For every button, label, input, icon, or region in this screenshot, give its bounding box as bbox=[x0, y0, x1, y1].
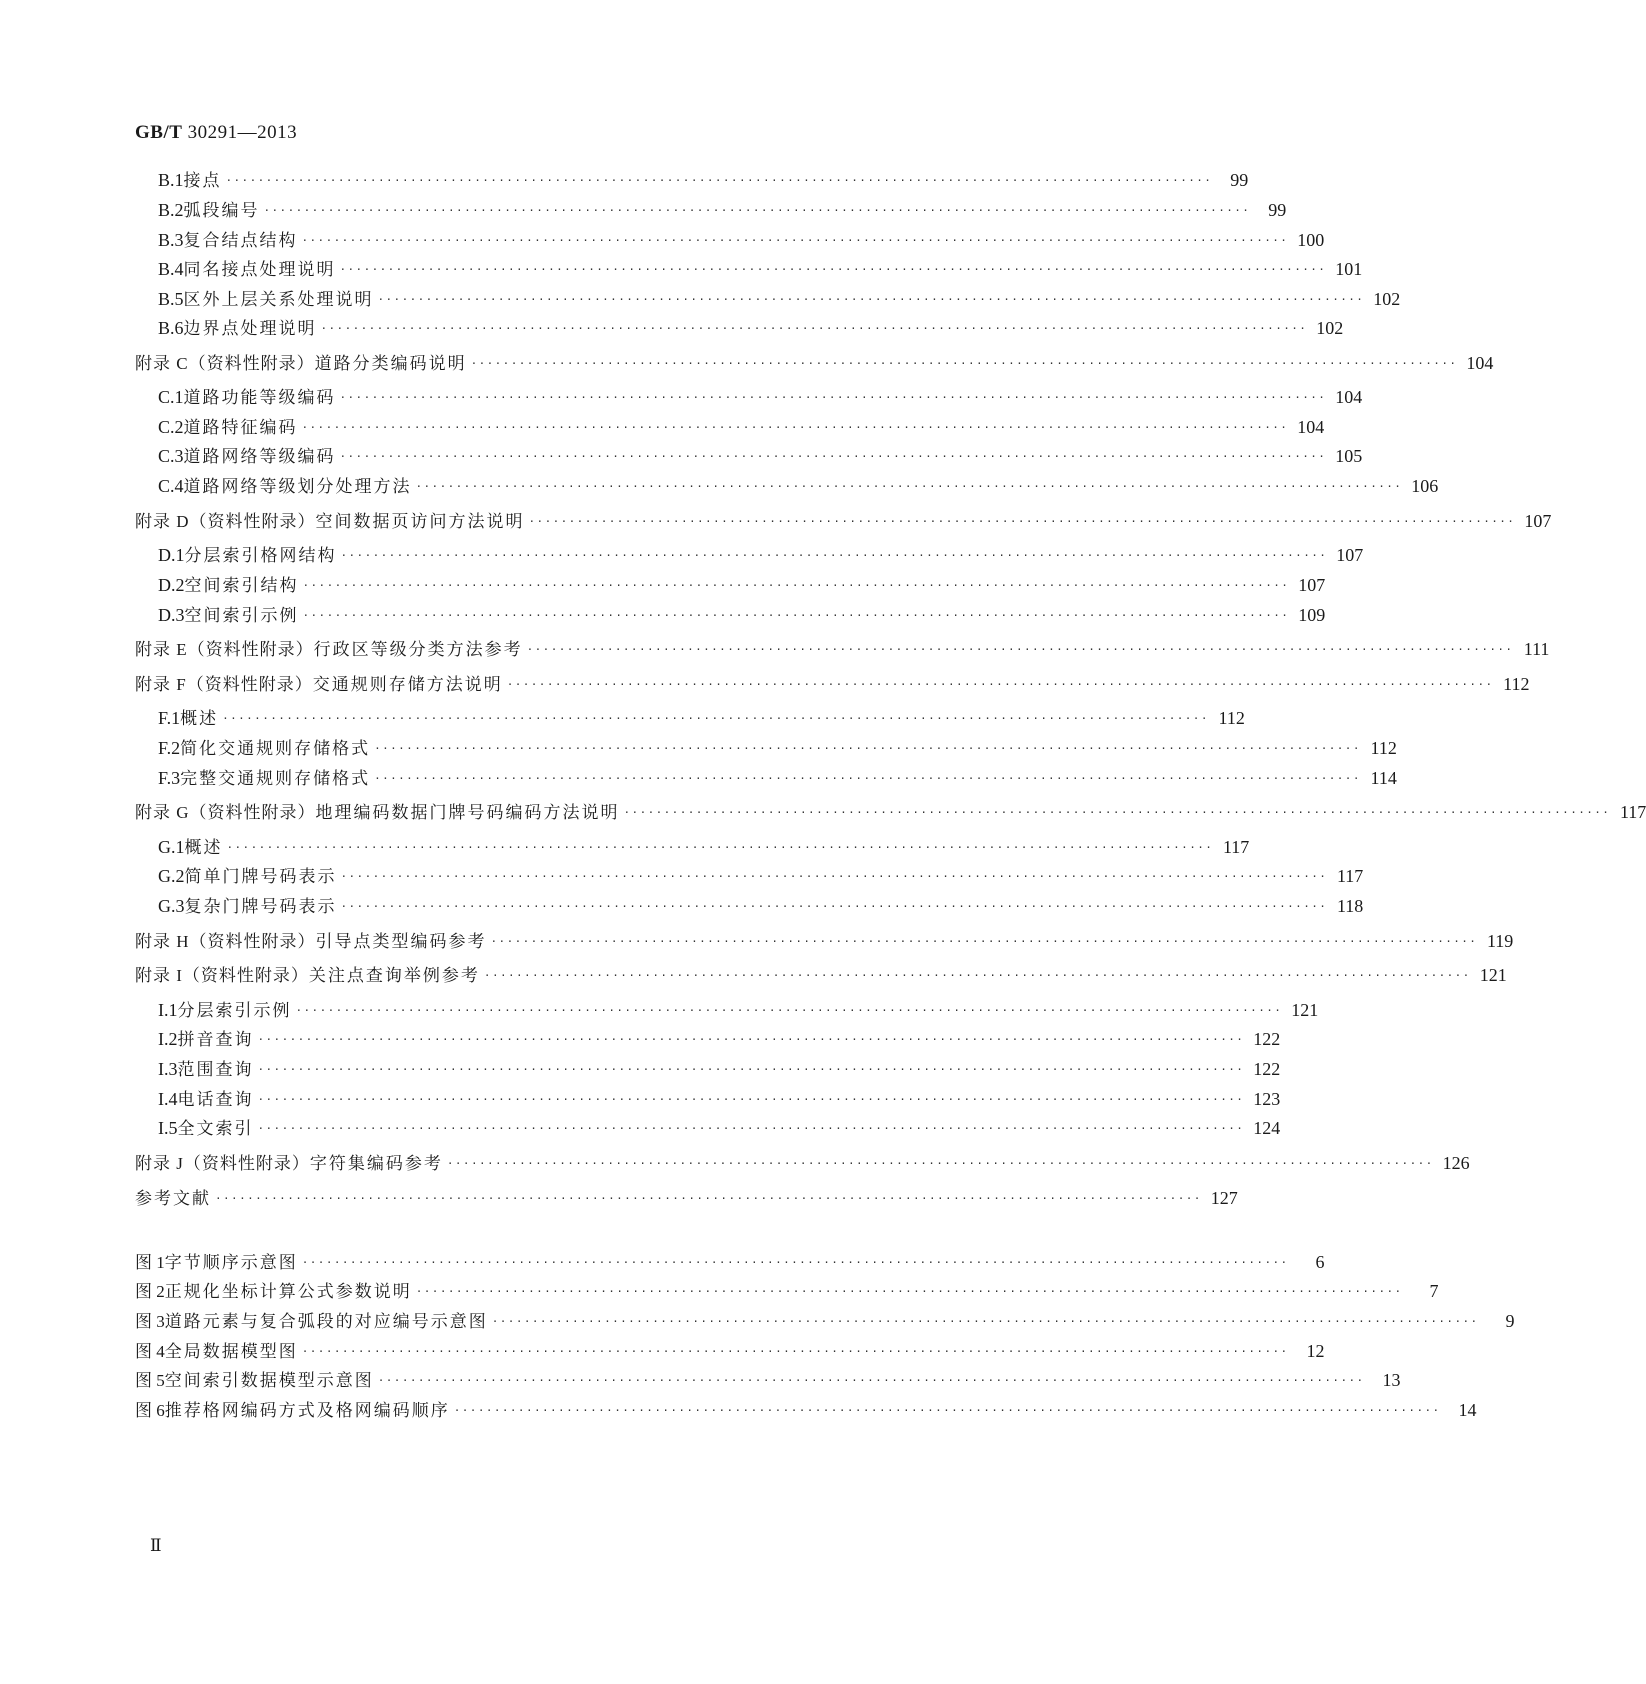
toc-entry-number: F.1 bbox=[158, 708, 181, 728]
toc-figure-entry[interactable] bbox=[135, 1279, 1439, 1303]
toc-entry-title: 电话查询 bbox=[177, 1090, 254, 1110]
toc-entry-title: 全文索引 bbox=[177, 1119, 254, 1139]
toc-entry-page: 100 bbox=[1297, 230, 1325, 250]
toc-entry-number: B.3 bbox=[158, 230, 184, 250]
dot-leader: ··························································································································· bbox=[470, 357, 1458, 370]
toc-entry-page: 102 bbox=[1316, 318, 1344, 338]
toc-entry-page: 106 bbox=[1411, 476, 1439, 496]
toc-entry-page: 121 bbox=[1479, 965, 1507, 985]
dot-leader: ··························································································································· bbox=[257, 1033, 1245, 1046]
toc-entry-title: 同名接点处理说明 bbox=[183, 260, 336, 280]
toc-entry-number: F.2 bbox=[158, 738, 181, 758]
dot-leader: ··························································································································· bbox=[295, 1004, 1283, 1017]
dot-leader: ··························································································································· bbox=[225, 174, 1213, 187]
toc-entry[interactable] bbox=[158, 736, 1397, 760]
toc-entry-page: 102 bbox=[1373, 289, 1401, 309]
dot-leader: ··························································································································· bbox=[215, 1192, 1202, 1205]
toc-references-entry[interactable] bbox=[135, 1186, 1238, 1210]
toc-entry-number: B.5 bbox=[158, 289, 184, 309]
toc-entry-number: G.1 bbox=[158, 837, 185, 857]
toc-entry-number: 图 1 bbox=[135, 1253, 165, 1272]
toc-entry[interactable] bbox=[158, 415, 1325, 439]
toc-entry-title: 空间索引数据模型示意图 bbox=[164, 1371, 374, 1391]
toc-entry-number: I.4 bbox=[158, 1089, 178, 1109]
toc-entry-number: D.1 bbox=[158, 545, 185, 565]
toc-entry-title: 道路网络等级划分处理方法 bbox=[183, 477, 412, 497]
toc-entry-title: 地理编码数据门牌号码编码方法说明 bbox=[315, 803, 620, 823]
toc-entry-page: 107 bbox=[1298, 575, 1326, 595]
toc-appendix-entry[interactable] bbox=[135, 672, 1530, 696]
toc-entry[interactable] bbox=[158, 766, 1397, 790]
toc-entry-number: 图 6 bbox=[135, 1401, 165, 1420]
toc-entry-page: 104 bbox=[1466, 353, 1494, 373]
standard-prefix: GB/T bbox=[135, 122, 183, 143]
toc-entry-number: C.3 bbox=[158, 446, 184, 466]
toc-entry[interactable] bbox=[158, 835, 1250, 859]
toc-entry-title: 引导点类型编码参考 bbox=[315, 932, 487, 952]
toc-entry-title: 参考文献 bbox=[135, 1189, 211, 1209]
toc-entry-page: 104 bbox=[1297, 417, 1325, 437]
dot-leader: ··························································································································· bbox=[257, 1122, 1245, 1135]
toc-entry-page: 112 bbox=[1503, 674, 1530, 694]
toc-entry-number: B.4 bbox=[158, 259, 184, 279]
toc-entry-number: I.1 bbox=[158, 1000, 178, 1020]
toc-entry[interactable] bbox=[158, 444, 1363, 468]
toc-entry-title: 道路网络等级编码 bbox=[183, 447, 336, 467]
toc-entry-title: 拼音查询 bbox=[177, 1030, 254, 1050]
toc-entry-number: G.3 bbox=[158, 896, 185, 916]
dot-leader: ··························································································································· bbox=[222, 712, 1209, 725]
toc-entry-title: 推荐格网编码方式及格网编码顺序 bbox=[164, 1401, 450, 1421]
toc-entry-number: C.4 bbox=[158, 476, 184, 496]
dot-leader: ··························································································································· bbox=[526, 643, 1514, 656]
toc-entry-number: 附录 D（资料性附录） bbox=[135, 512, 316, 531]
toc-entry-page: 121 bbox=[1291, 1000, 1319, 1020]
toc-entry-number: B.2 bbox=[158, 200, 184, 220]
toc-entry[interactable] bbox=[158, 385, 1363, 409]
toc-figure-entry[interactable] bbox=[135, 1309, 1515, 1333]
toc-entry[interactable] bbox=[158, 474, 1439, 498]
dot-leader: ··························································································································· bbox=[339, 263, 1327, 276]
dot-leader: ··························································································································· bbox=[374, 772, 1361, 785]
toc-entry-page: 13 bbox=[1382, 1370, 1401, 1390]
toc-entry-number: 附录 C（资料性附录） bbox=[135, 354, 315, 373]
dot-leader: ··························································································································· bbox=[377, 293, 1365, 306]
toc-entry-number: F.3 bbox=[158, 768, 181, 788]
toc-entry-page: 12 bbox=[1306, 1341, 1325, 1361]
dot-leader: ··························································································································· bbox=[302, 579, 1290, 592]
toc-entry-number: 图 3 bbox=[135, 1312, 165, 1331]
dot-leader: ··························································································································· bbox=[623, 806, 1611, 819]
toc-entry-number: D.3 bbox=[158, 605, 185, 625]
toc-entry-page: 6 bbox=[1315, 1252, 1325, 1272]
toc-entry-number: 图 4 bbox=[135, 1342, 165, 1361]
toc-appendix-entry[interactable] bbox=[135, 800, 1646, 824]
toc-entry-page: 101 bbox=[1335, 259, 1363, 279]
toc-entry[interactable] bbox=[158, 198, 1287, 222]
toc-entry-page: 109 bbox=[1298, 605, 1326, 625]
toc-entry-page: 114 bbox=[1370, 768, 1397, 788]
toc-entry-title: 完整交通规则存储格式 bbox=[180, 769, 371, 789]
toc-entry-title: 概述 bbox=[184, 838, 223, 858]
toc-figure-entry[interactable] bbox=[135, 1339, 1325, 1363]
toc-entry-title: 范围查询 bbox=[177, 1060, 254, 1080]
toc-entry[interactable] bbox=[158, 706, 1245, 730]
toc-entry-page: 117 bbox=[1336, 866, 1364, 886]
toc-entry-number: I.2 bbox=[158, 1029, 178, 1049]
toc-entry-title: 概述 bbox=[180, 709, 219, 729]
toc-entry[interactable] bbox=[158, 1087, 1281, 1111]
toc-entry-title: 空间索引示例 bbox=[184, 606, 299, 626]
toc-entry-page: 9 bbox=[1505, 1311, 1515, 1331]
toc-appendix-entry[interactable] bbox=[135, 509, 1552, 533]
dot-leader: ··························································································································· bbox=[446, 1157, 1434, 1170]
toc-entry-number: C.2 bbox=[158, 417, 184, 437]
toc-entry-title: 空间索引结构 bbox=[184, 576, 299, 596]
toc-entry-page: 118 bbox=[1336, 896, 1364, 916]
toc-entry-number: B.1 bbox=[158, 170, 184, 190]
dot-leader: ··························································································································· bbox=[483, 969, 1471, 982]
dot-leader: ··························································································································· bbox=[415, 1285, 1403, 1298]
toc-entry-title: 全局数据模型图 bbox=[164, 1342, 298, 1362]
toc-entry-page: 107 bbox=[1336, 545, 1364, 565]
toc-entry-number: I.3 bbox=[158, 1059, 178, 1079]
toc-entry[interactable] bbox=[158, 287, 1401, 311]
toc-entry-page: 124 bbox=[1253, 1118, 1281, 1138]
dot-leader: ··························································································································· bbox=[374, 742, 1361, 755]
dot-leader: ··························································································································· bbox=[257, 1063, 1245, 1076]
toc-entry-title: 复合结点结构 bbox=[183, 231, 298, 251]
toc-entry-title: 道路特征编码 bbox=[183, 418, 298, 438]
toc-entry-number: B.6 bbox=[158, 318, 184, 338]
toc-entry[interactable] bbox=[158, 168, 1249, 192]
toc-entry-page: 105 bbox=[1335, 446, 1363, 466]
toc-entry-title: 行政区等级分类方法参考 bbox=[313, 640, 523, 660]
toc-entry-title: 简化交通规则存储格式 bbox=[180, 739, 371, 759]
toc-entry-number: C.1 bbox=[158, 387, 184, 407]
toc-entry-number: 附录 F（资料性附录） bbox=[135, 675, 313, 694]
dot-leader: ··························································································································· bbox=[301, 421, 1289, 434]
dot-leader: ··························································································································· bbox=[301, 234, 1289, 247]
toc-entry[interactable] bbox=[158, 1027, 1281, 1051]
dot-leader: ··························································································································· bbox=[302, 609, 1290, 622]
toc-entry[interactable] bbox=[158, 316, 1344, 340]
toc-figure-entry[interactable] bbox=[135, 1250, 1325, 1274]
toc-entry[interactable] bbox=[158, 998, 1319, 1022]
toc-entry-number: 附录 J（资料性附录） bbox=[135, 1154, 310, 1173]
toc-entry[interactable] bbox=[158, 1057, 1281, 1081]
toc-figure-entry[interactable] bbox=[135, 1368, 1401, 1392]
toc-entry-number: 图 5 bbox=[135, 1371, 165, 1390]
toc-entry-title: 道路功能等级编码 bbox=[183, 388, 336, 408]
toc-entry-title: 交通规则存储方法说明 bbox=[312, 675, 503, 695]
toc-entry-page: 112 bbox=[1370, 738, 1397, 758]
toc-appendix-entry[interactable] bbox=[135, 637, 1550, 661]
dot-leader: ··························································································································· bbox=[506, 678, 1494, 691]
toc-entry-page: 123 bbox=[1253, 1089, 1281, 1109]
toc-entry[interactable] bbox=[158, 573, 1326, 597]
toc-entry-page: 117 bbox=[1619, 802, 1646, 822]
toc-entry-title: 字符集编码参考 bbox=[309, 1154, 443, 1174]
dot-leader: ··························································································································· bbox=[320, 322, 1308, 335]
dot-leader: ··························································································································· bbox=[301, 1256, 1289, 1269]
toc-entry-title: 正规化坐标计算公式参数说明 bbox=[164, 1282, 412, 1302]
toc-entry-number: I.5 bbox=[158, 1118, 178, 1138]
toc-entry-title: 简单门牌号码表示 bbox=[184, 867, 337, 887]
toc-entry[interactable] bbox=[158, 864, 1364, 888]
dot-leader: ··························································································································· bbox=[415, 480, 1403, 493]
toc-entry-page: 112 bbox=[1218, 708, 1245, 728]
toc-entry[interactable] bbox=[158, 1116, 1281, 1140]
toc-entry-number: 图 2 bbox=[135, 1282, 165, 1301]
dot-leader: ··························································································································· bbox=[263, 204, 1251, 217]
toc-entry-page: 127 bbox=[1210, 1188, 1238, 1208]
toc-entry-number: 附录 G（资料性附录） bbox=[135, 803, 316, 822]
toc-entry-page: 111 bbox=[1523, 639, 1550, 659]
toc-entry-title: 分层索引示例 bbox=[177, 1001, 292, 1021]
toc-entry-number: 附录 I（资料性附录） bbox=[135, 966, 309, 985]
toc-entry-number: 附录 E（资料性附录） bbox=[135, 640, 314, 659]
dot-leader: ··························································································································· bbox=[528, 515, 1516, 528]
standard-number: 30291—2013 bbox=[187, 122, 298, 143]
toc-entry-title: 关注点查询举例参考 bbox=[308, 966, 480, 986]
toc-entry-page: 99 bbox=[1268, 200, 1287, 220]
toc-appendix-entry[interactable] bbox=[135, 351, 1494, 375]
toc-entry-title: 弧段编号 bbox=[183, 201, 260, 221]
dot-leader: ··························································································································· bbox=[257, 1093, 1245, 1106]
page-number: Ⅱ bbox=[150, 1536, 162, 1555]
toc-entry-title: 道路分类编码说明 bbox=[314, 354, 467, 374]
dot-leader: ··························································································································· bbox=[340, 870, 1328, 883]
toc-entry-number: D.2 bbox=[158, 575, 185, 595]
toc-figure-entry[interactable] bbox=[135, 1398, 1477, 1422]
toc-entry[interactable] bbox=[158, 603, 1326, 627]
toc-entry-page: 107 bbox=[1524, 511, 1552, 531]
toc-entry-page: 119 bbox=[1486, 931, 1514, 951]
toc-entry[interactable] bbox=[158, 543, 1364, 567]
dot-leader: ··························································································································· bbox=[301, 1345, 1289, 1358]
toc-appendix-entry[interactable] bbox=[135, 929, 1514, 953]
toc-entry-title: 区外上层关系处理说明 bbox=[183, 290, 374, 310]
dot-leader: ··························································································································· bbox=[339, 450, 1327, 463]
toc-entry-page: 7 bbox=[1429, 1281, 1439, 1301]
toc-entry-page: 122 bbox=[1253, 1059, 1281, 1079]
toc-entry-page: 122 bbox=[1253, 1029, 1281, 1049]
toc-entry-title: 字节顺序示意图 bbox=[164, 1253, 298, 1273]
toc-entry-title: 分层索引格网结构 bbox=[184, 546, 337, 566]
dot-leader: ··························································································································· bbox=[453, 1404, 1441, 1417]
toc-entry-page: 126 bbox=[1442, 1153, 1470, 1173]
toc-entry[interactable] bbox=[158, 228, 1325, 252]
dot-leader: ··························································································································· bbox=[339, 391, 1327, 404]
toc-entry[interactable] bbox=[158, 894, 1364, 918]
toc-appendix-entry[interactable] bbox=[135, 963, 1507, 987]
dot-leader: ··························································································································· bbox=[340, 900, 1328, 913]
toc-entry-title: 边界点处理说明 bbox=[183, 319, 317, 339]
toc-entry-page: 104 bbox=[1335, 387, 1363, 407]
toc-entry-title: 道路元素与复合弧段的对应编号示意图 bbox=[164, 1312, 488, 1332]
toc-entry-title: 空间数据页访问方法说明 bbox=[315, 512, 525, 532]
dot-leader: ··························································································································· bbox=[340, 549, 1328, 562]
toc-entry[interactable] bbox=[158, 257, 1363, 281]
dot-leader: ··························································································································· bbox=[490, 935, 1478, 948]
dot-leader: ··························································································································· bbox=[491, 1315, 1479, 1328]
toc-entry-number: G.2 bbox=[158, 866, 185, 886]
toc-appendix-entry[interactable] bbox=[135, 1151, 1470, 1175]
toc-entry-page: 117 bbox=[1222, 837, 1250, 857]
dot-leader: ··························································································································· bbox=[377, 1374, 1365, 1387]
toc-entry-title: 接点 bbox=[183, 171, 222, 191]
toc-entry-page: 14 bbox=[1458, 1400, 1477, 1420]
toc-entry-number: 附录 H（资料性附录） bbox=[135, 932, 316, 951]
toc-entry-page: 99 bbox=[1230, 170, 1249, 190]
dot-leader: ··························································································································· bbox=[226, 841, 1214, 854]
toc-entry-title: 复杂门牌号码表示 bbox=[184, 897, 337, 917]
